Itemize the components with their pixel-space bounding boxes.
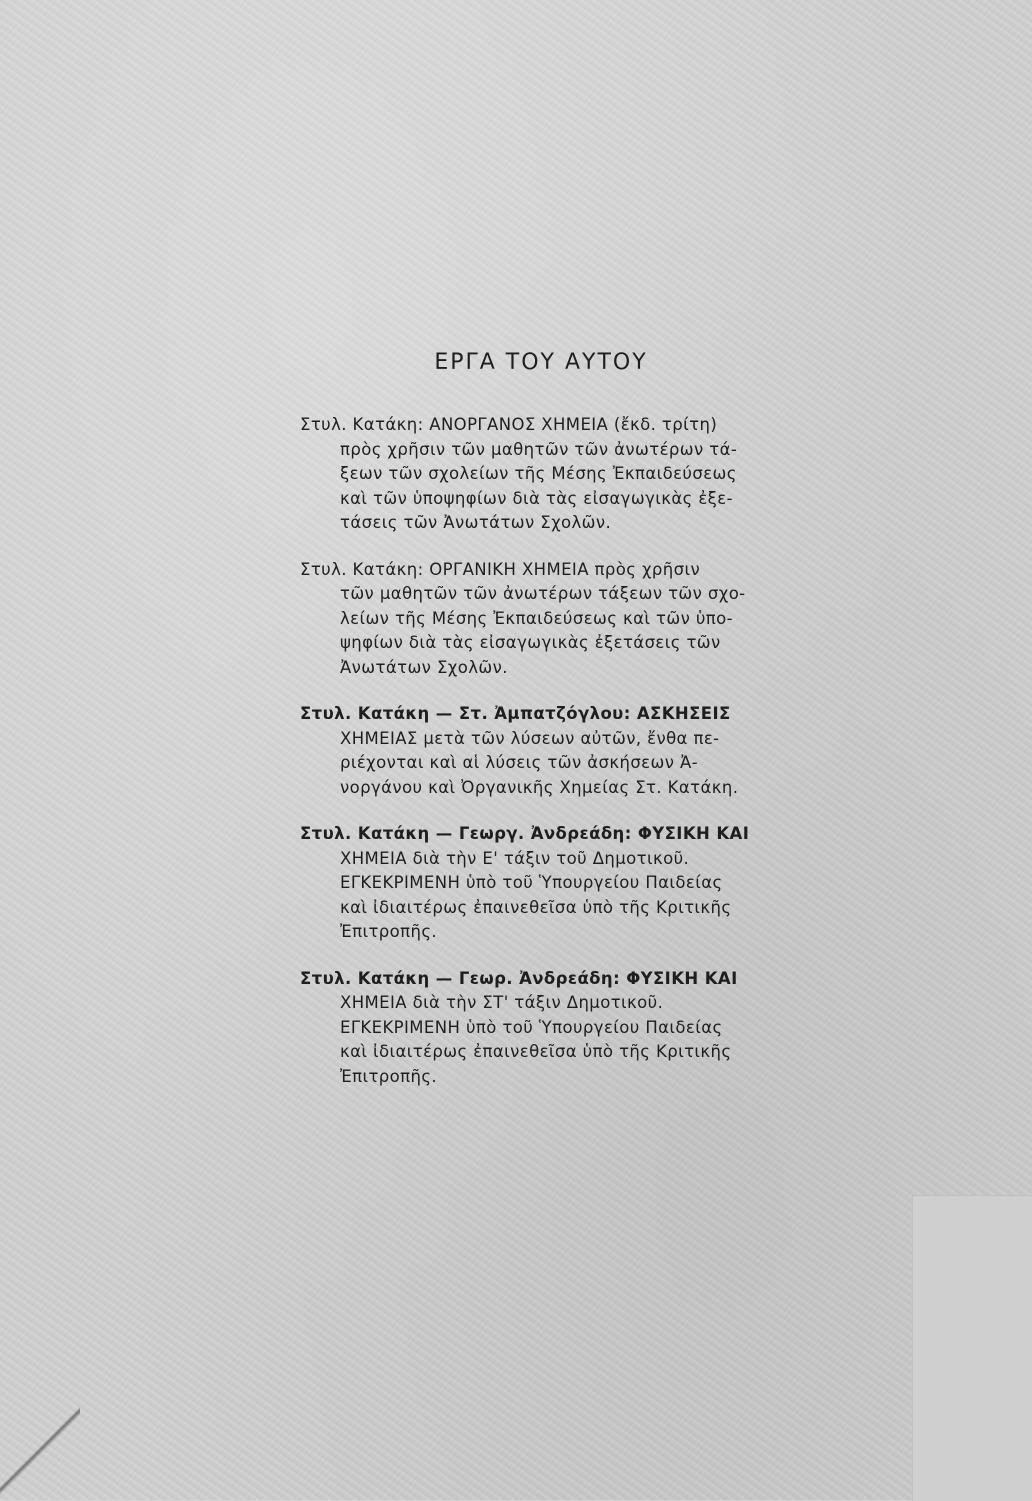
entry-line: ΧΗΜΕΙΑΣ μετὰ τῶν λύσεων αὐτῶν, ἔνθα πε- (340, 728, 720, 748)
entry-line: πρὸς χρῆσιν τῶν μαθητῶν τῶν ἀνωτέρων τά- (340, 439, 738, 459)
entry-line: Ἐπιτροπῆς. (340, 922, 438, 941)
edge-scratch-mark (0, 1400, 80, 1500)
entry-line: Στυλ. Κατάκη — Στ. Ἀμπατζόγλου: ΑΣΚΗΣΕΙΣ (300, 704, 731, 723)
corner-paper-patch (912, 1195, 1032, 1501)
entry-line: Στυλ. Κατάκη: ΟΡΓΑΝΙΚΗ ΧΗΜΕΙΑ πρὸς χρῆσιν (300, 559, 701, 579)
works-list (300, 413, 770, 1111)
entry-line: καὶ ἰδιαιτέρως ἐπαινεθεῖσα ὑπὸ τῆς Κριτικῆς (340, 897, 732, 917)
work-entry-2 (300, 558, 770, 681)
work-entry-1 (300, 413, 770, 536)
work-entry-3 (300, 702, 770, 800)
entry-line: ψηφίων διὰ τὰς εἰσαγωγικὰς ἐξετάσεις τῶν (340, 633, 721, 652)
entry-line: νοργάνου καὶ Ὀργανικῆς Χημείας Στ. Κατάκη. (340, 777, 739, 797)
entry-line: ΕΓΚΕΚΡΙΜΕΝΗ ὑπὸ τοῦ Ὑπουργείου Παιδείας (340, 1017, 723, 1037)
entry-line: ΧΗΜΕΙΑ διὰ τὴν Ε' τάξιν τοῦ Δημοτικοῦ. (340, 848, 690, 868)
entry-line: Στυλ. Κατάκη: ΑΝΟΡΓΑΝΟΣ ΧΗΜΕΙΑ (ἔκδ. τρίτη) (300, 415, 718, 434)
work-entry-5 (300, 967, 770, 1090)
entry-line: Ἀνωτάτων Σχολῶν. (340, 657, 508, 677)
page-heading: ΕΡΓΑ ΤΟΥ ΑΥΤΟΥ (434, 350, 648, 375)
entry-line: καὶ τῶν ὑποψηφίων διὰ τὰς εἰσαγωγικὰς ἐξε- (340, 488, 733, 508)
entry-line: ριέχονται καὶ αἱ λύσεις τῶν ἀσκήσεων Ἀ- (340, 753, 699, 772)
entry-line: Στυλ. Κατάκη — Γεωργ. Ἀνδρεάδη: ΦΥΣΙΚΗ ΚΑΙ (300, 824, 750, 843)
entry-line: Ἐπιτροπῆς. (340, 1066, 438, 1086)
entry-line: τῶν μαθητῶν τῶν ἀνωτέρων τάξεων τῶν σχο- (340, 584, 746, 603)
entry-line: ξεων τῶν σχολείων τῆς Μέσης Ἐκπαιδεύσεως (340, 464, 737, 483)
work-entry-4 (300, 822, 770, 945)
entry-line: ΕΓΚΕΚΡΙΜΕΝΗ ὑπὸ τοῦ Ὑπουργείου Παιδείας (340, 873, 723, 892)
entry-line: λείων τῆς Μέσης Ἐκπαιδεύσεως καὶ τῶν ὑπο- (340, 608, 733, 628)
entry-line: ΧΗΜΕΙΑ διὰ τὴν ΣΤ' τάξιν Δημοτικοῦ. (340, 993, 664, 1012)
entry-line: Στυλ. Κατάκη — Γεωρ. Ἀνδρεάδη: ΦΥΣΙΚΗ ΚΑΙ (300, 968, 738, 988)
entry-line: καὶ ἰδιαιτέρως ἐπαινεθεῖσα ὑπὸ τῆς Κριτικῆς (340, 1042, 732, 1061)
entry-line: τάσεις τῶν Ἀνωτάτων Σχολῶν. (340, 513, 612, 532)
